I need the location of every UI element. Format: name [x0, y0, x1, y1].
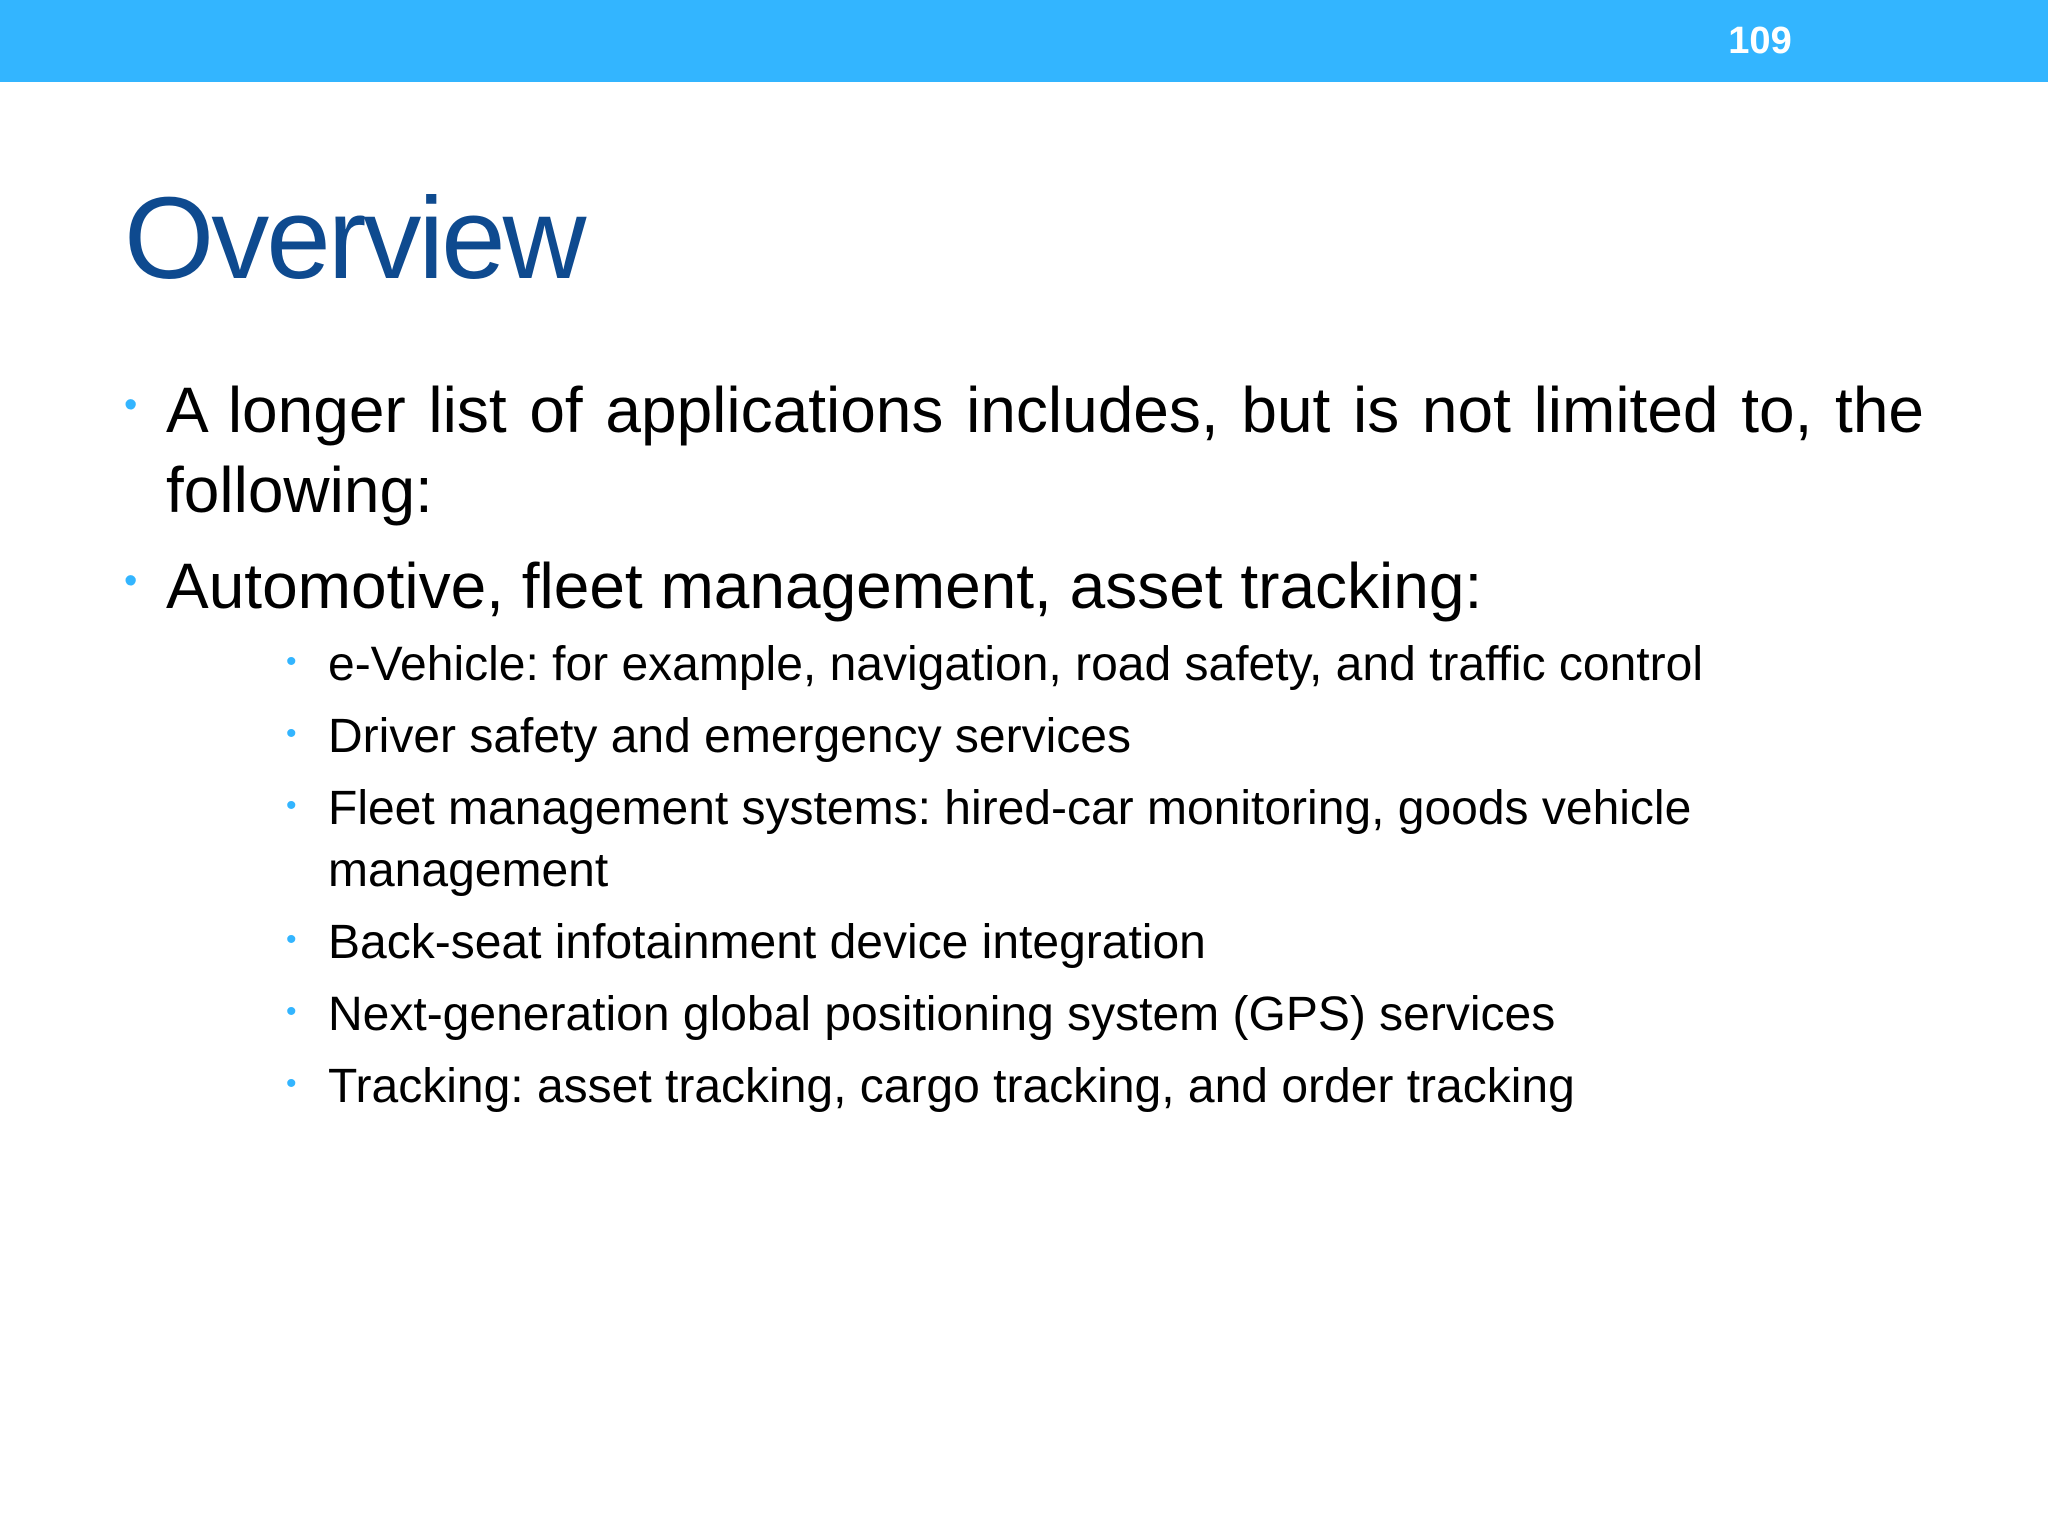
- sub-bullet-item: [286, 984, 1888, 1046]
- bullet-dot-icon: •: [286, 645, 297, 678]
- bullet-text: A longer list of applications includes, but is not limited to, the following:: [166, 374, 1924, 526]
- bullet-dot-icon: •: [124, 384, 138, 426]
- bullet-dot-icon: •: [286, 995, 297, 1028]
- sub-bullet-item: [286, 634, 1888, 696]
- bullet-item: [124, 546, 1924, 1118]
- sub-bullet-text: Tracking: asset tracking, cargo tracking, and order tracking: [328, 1060, 1575, 1113]
- bullet-dot-icon: •: [124, 560, 138, 602]
- bullet-dot-icon: •: [286, 717, 297, 750]
- sub-bullet-text: Fleet management systems: hired-car monitoring, goods vehicle management: [328, 782, 1692, 897]
- slide-title: Overview: [124, 173, 584, 303]
- sub-bullet-item: [286, 778, 1888, 902]
- page-number: 109: [1728, 20, 1792, 62]
- sub-bullet-item: [286, 1056, 1888, 1118]
- sub-bullet-list: [166, 634, 1924, 1118]
- sub-bullet-text: Back-seat infotainment device integration: [328, 916, 1206, 969]
- bullet-item: [124, 370, 1924, 530]
- bullet-text: Automotive, fleet management, asset tracking:: [166, 550, 1483, 622]
- sub-bullet-item: [286, 912, 1888, 974]
- sub-bullet-text: Next-generation global positioning system (GPS) services: [328, 988, 1556, 1041]
- sub-bullet-text: Driver safety and emergency services: [328, 710, 1131, 763]
- bullet-dot-icon: •: [286, 789, 297, 822]
- bullet-list: [124, 370, 1924, 1134]
- bullet-dot-icon: •: [286, 1067, 297, 1100]
- sub-bullet-text: e-Vehicle: for example, navigation, road safety, and traffic control: [328, 638, 1703, 691]
- sub-bullet-item: [286, 706, 1888, 768]
- header-bar: [0, 0, 2048, 82]
- bullet-dot-icon: •: [286, 923, 297, 956]
